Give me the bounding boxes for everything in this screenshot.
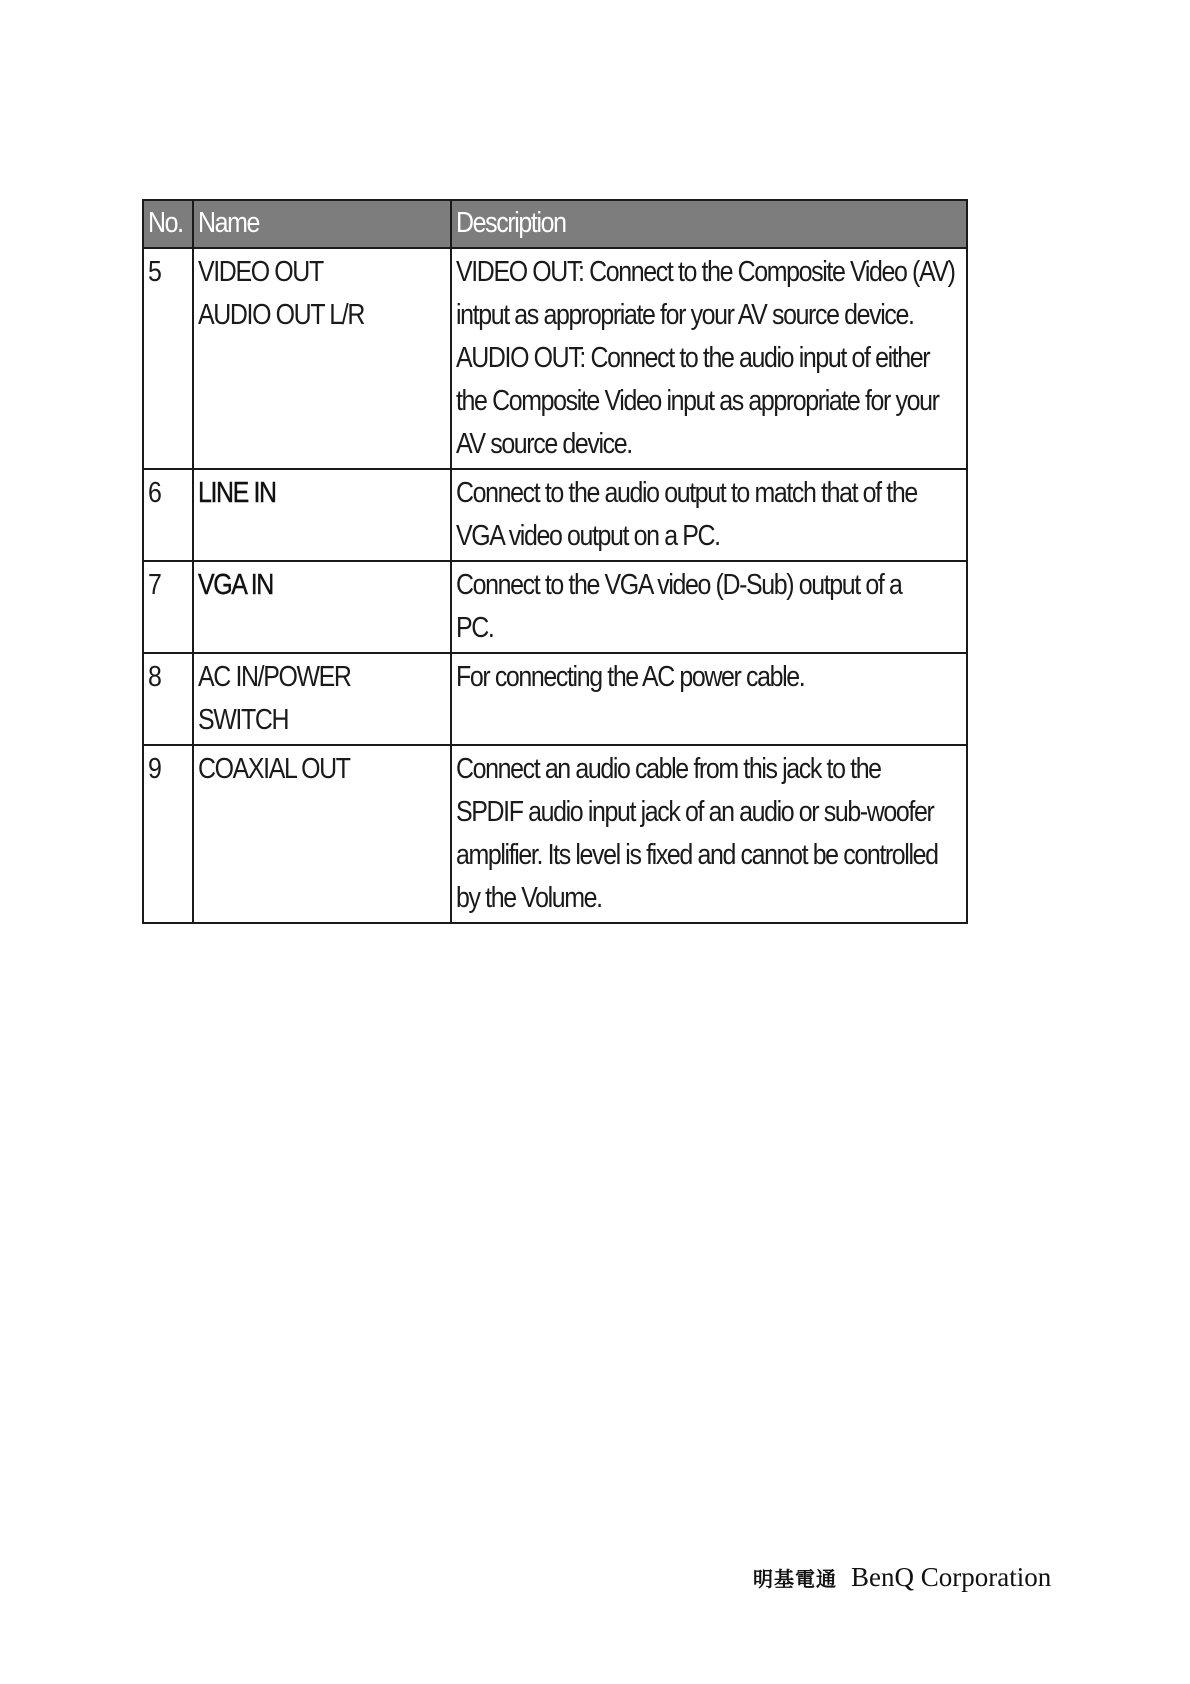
table-row [143, 248, 967, 469]
row-name: VGA IN [193, 561, 451, 653]
page-footer [753, 1562, 1051, 1593]
row-number: 8 [143, 653, 193, 745]
table-row [143, 653, 967, 745]
column-header-name: Name [193, 200, 451, 248]
row-number: 9 [143, 745, 193, 923]
row-name: VIDEO OUT AUDIO OUT L/R [193, 248, 451, 469]
row-name: AC IN/POWER SWITCH [193, 653, 451, 745]
column-header-description: Description [451, 200, 967, 248]
company-name-cjk: 明基電通 [753, 1567, 837, 1591]
table-row [143, 469, 967, 561]
row-name: LINE IN [193, 469, 451, 561]
row-description: Connect an audio cable from this jack to the SPDIF audio input jack of an audio or sub-woofer amplifier. Its level is fixed and cannot be controlled by the Volume. [451, 745, 967, 923]
row-description: For connecting the AC power cable. [451, 653, 967, 745]
row-name: COAXIAL OUT [193, 745, 451, 923]
table-row [143, 745, 967, 923]
row-number: 7 [143, 561, 193, 653]
connector-spec-table [142, 199, 968, 924]
table-row [143, 561, 967, 653]
column-header-no: No. [143, 200, 193, 248]
row-description: Connect to the VGA video (D-Sub) output of a PC. [451, 561, 967, 653]
row-description: Connect to the audio output to match that of the VGA video output on a PC. [451, 469, 967, 561]
company-name: BenQ Corporation [851, 1562, 1052, 1592]
row-number: 5 [143, 248, 193, 469]
row-description: VIDEO OUT: Connect to the Composite Video (AV) intput as appropriate for your AV source device. AUDIO OUT: Connect to the audio input of either the Composite Video input as appropriate for your AV source device. [451, 248, 967, 469]
table-header-row [143, 200, 967, 248]
row-number: 6 [143, 469, 193, 561]
